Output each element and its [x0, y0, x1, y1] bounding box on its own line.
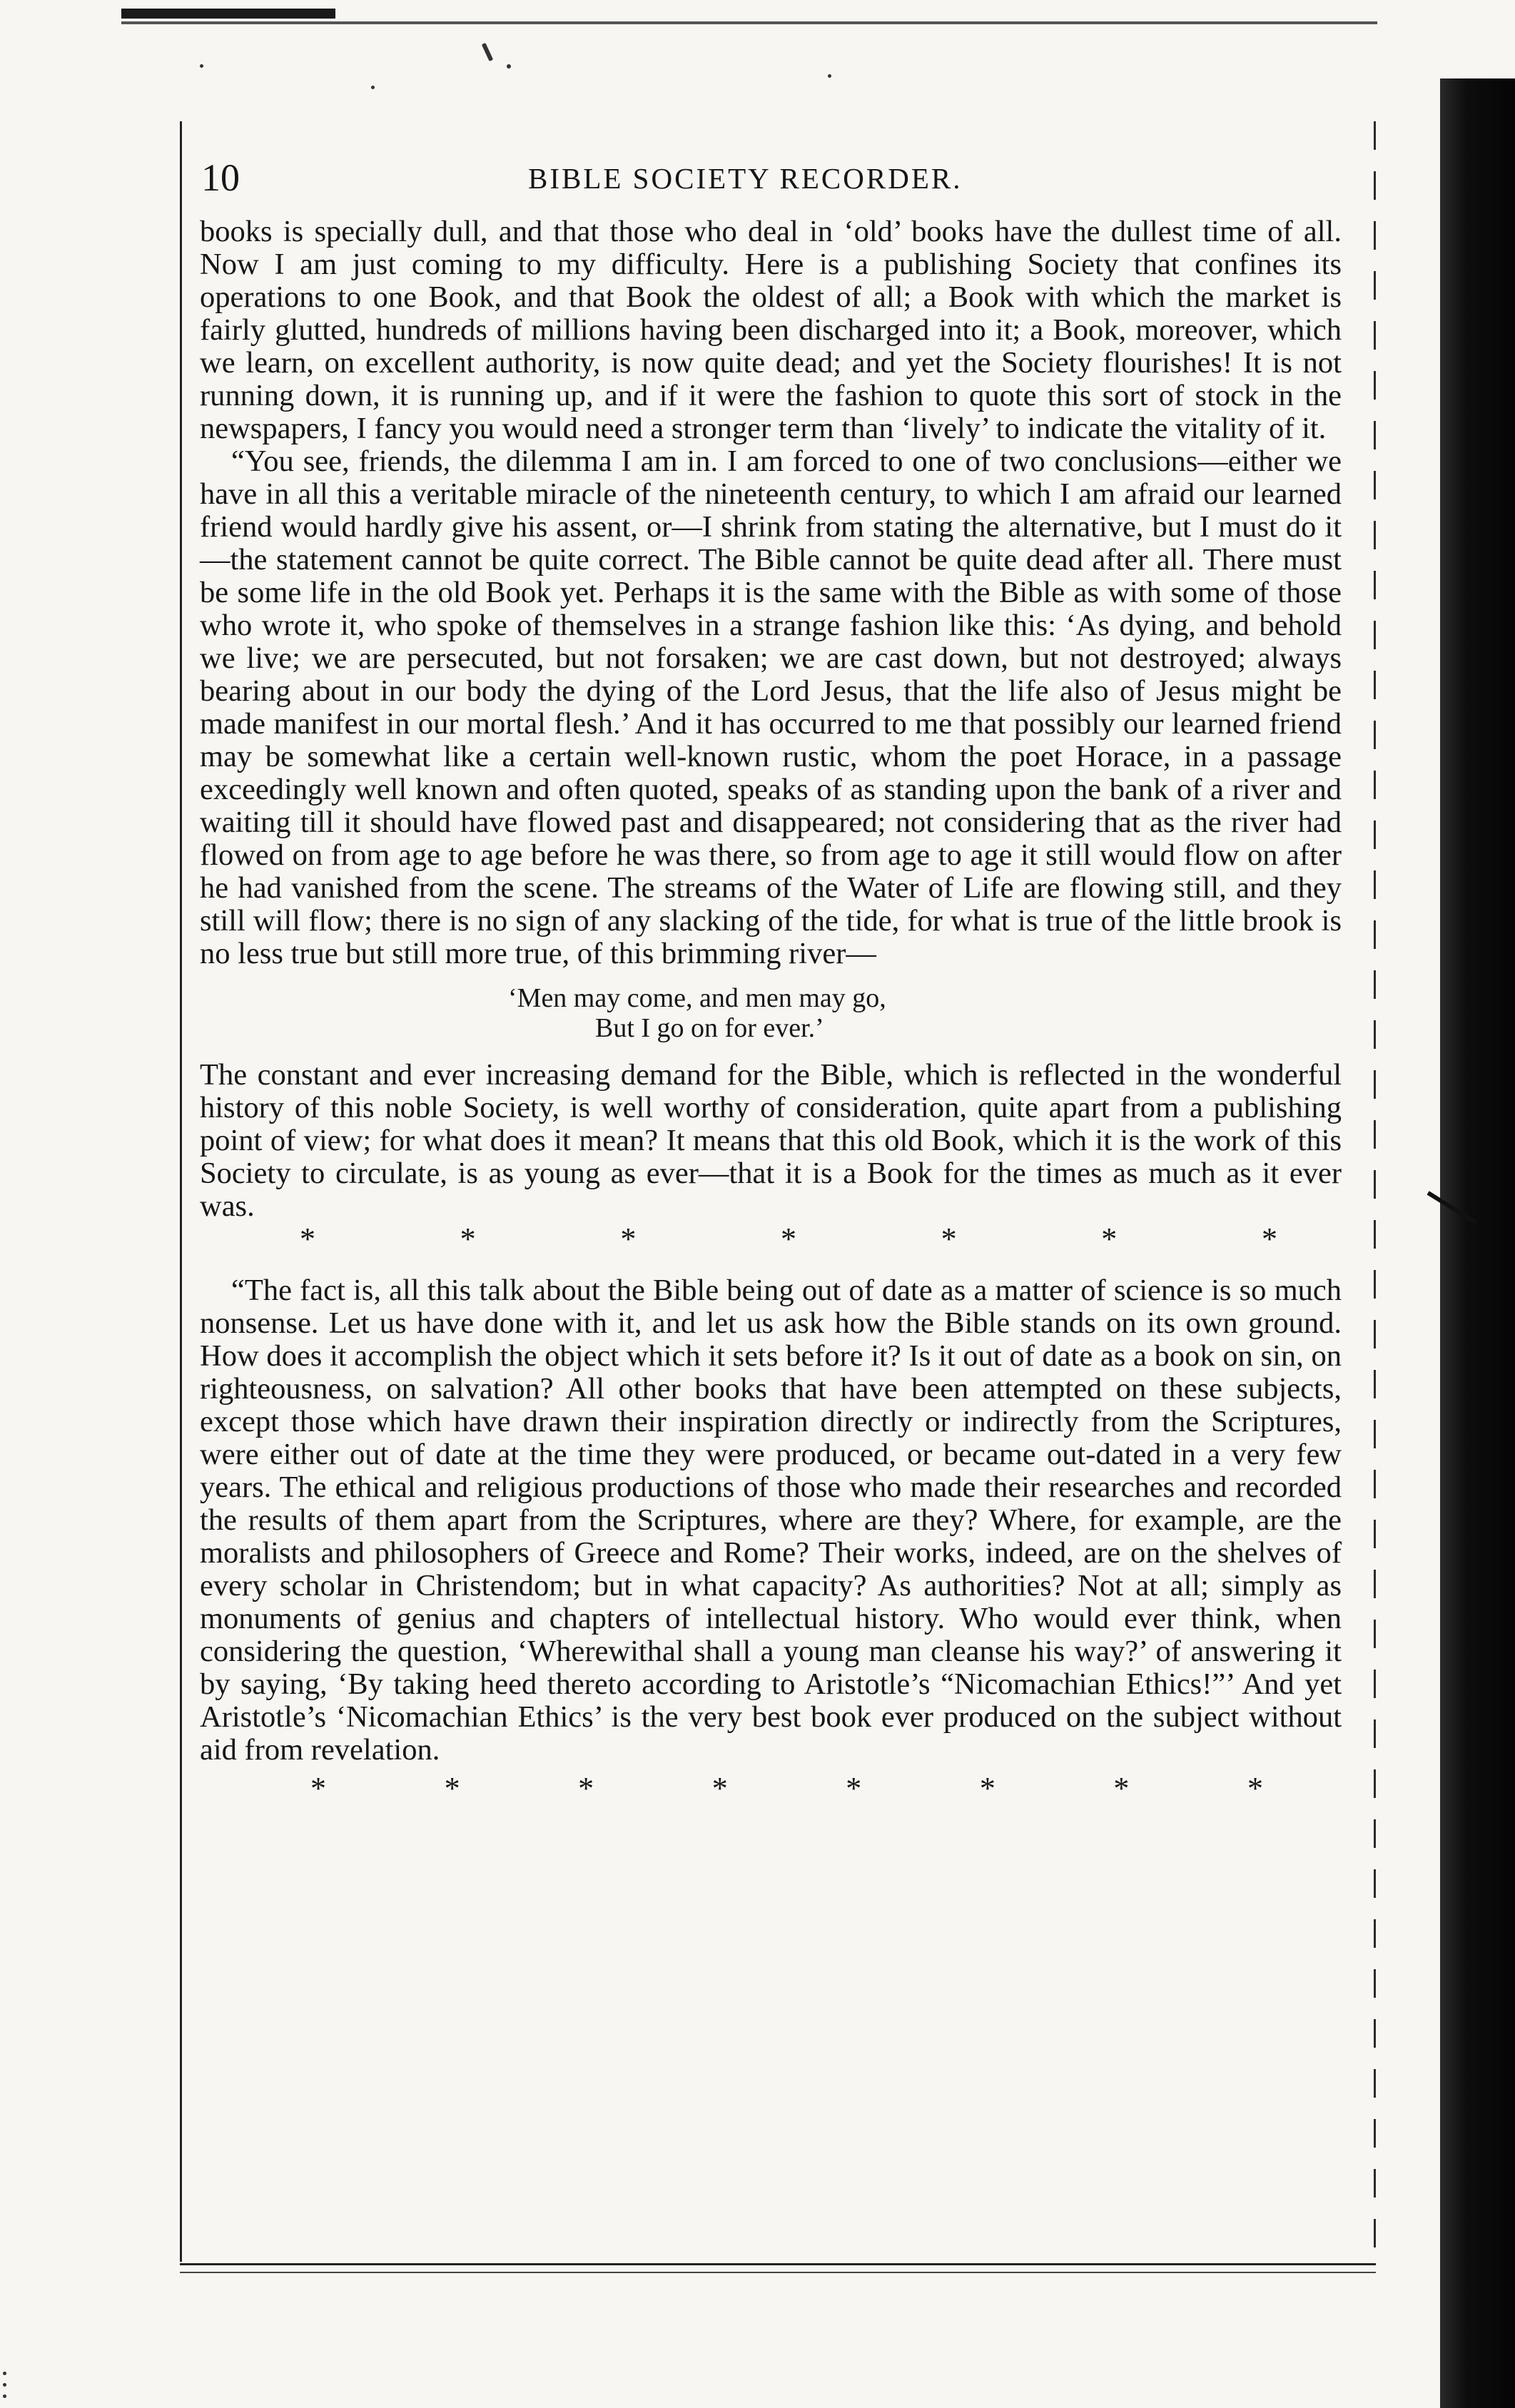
top-rule — [121, 9, 335, 19]
separator-star: * — [846, 1771, 862, 1806]
separator-star: * — [1113, 1771, 1130, 1806]
frame-bottom-rule-thin — [180, 2272, 1376, 2273]
separator-star: * — [711, 1771, 728, 1806]
paragraph: books is specially dull, and that those who deal in ‘old’ books have the dullest time of all. Now I am just coming to my difficulty. Here is a publishing Society that confines its operations to one Book, and that Book the oldest of all; a Book with which the market is fairly glutted, hundreds of millions having been discharged into it; a Book, moreover, which we learn, on excellent authority, is now quite dead; and yet the Society flourishes! It is not running down, it is running up, and if it were the fashion to quote this sort of stock in the newspapers, I fancy you would need a stronger term than ‘lively’ to indicate the vitality of it. — [200, 215, 1342, 445]
speck — [507, 64, 511, 68]
binding-shadow — [1440, 78, 1515, 2408]
page-number: 10 — [201, 156, 240, 199]
closing-separator — [200, 1772, 1342, 1808]
top-rule-thin — [121, 21, 1377, 24]
speck — [828, 74, 831, 78]
speck — [3, 2394, 6, 2398]
frame-bottom-rule — [180, 2263, 1376, 2265]
separator-star: * — [1247, 1771, 1263, 1806]
separator-star: * — [1101, 1221, 1118, 1256]
separator-star: * — [780, 1221, 796, 1256]
frame-right-rule — [1374, 121, 1376, 2262]
separator-star: * — [310, 1771, 326, 1806]
paper-specks — [214, 43, 928, 114]
running-head: BIBLE SOCIETY RECORDER. — [528, 162, 963, 195]
speck — [371, 86, 375, 89]
separator-star: * — [1261, 1221, 1277, 1256]
speck — [3, 2383, 6, 2387]
verse-quote — [200, 983, 1342, 1043]
verse-line: But I go on for ever.’ — [595, 1013, 824, 1043]
paragraph: “You see, friends, the dilemma I am in. I am forced to one of two conclusions—either we have in all this a veritable miracle of the nineteenth century, to which I am afraid our learned friend would hardly give his assent, or—I shrink from stating the alternative, but I must do it—the statement cannot be quite correct. The Bible cannot be quite dead after all. There must be some life in the old Book yet. Perhaps it is the same with the Bible as with some of those who wrote it, who spoke of themselves in a strange fashion like this: ‘As dying, and behold we live; we are persecuted, but not forsaken; we are cast down, but not destroyed; always bearing about in our body the dying of the Lord Jesus, that the life also of Jesus might be made manifest in our mortal flesh.’ And it has occurred to me that possibly our learned friend may be somewhat like a certain well-known rustic, whom the poet Horace, in a passage exceedingly well known and often quoted, speaks of as standing upon the bank of a river and waiting till it should have flowed past and disappeared; not considering that as the river had flowed on from age to age before he was there, so from age to age it still would flow on after he had vanished from the scene. The streams of the Water of Life are flowing still, and they still will flow; there is no sign of any slacking of the tide, for what is true of the little brook is no less true but still more true, of this brimming river— — [200, 444, 1342, 970]
verse-line: ‘Men may come, and men may go, — [508, 983, 886, 1013]
separator-star: * — [979, 1771, 995, 1806]
separator-star: * — [300, 1221, 315, 1256]
paragraph: “The fact is, all this talk about the Bible being out of date as a matter of science is so much nonsense. Let us have done with it, and let us ask how the Bible stands on its own ground. How does it accomplish the object which it sets before it? Is it out of date as a book on sin, on righteousness, on salvation? All other books that have been attempted on these subjects, except those which have drawn their inspiration directly or indirectly from the Scriptures, were either out of date at the time they were produced, or became out-dated in a very few years. The ethical and religious productions of those who made their researches and recorded the results of them apart from the Scriptures, where are they? Where, for example, are the moralists and philosophers of Greece and Rome? Their works, indeed, are on the shelves of every scholar in Christendom; but in what capacity? As authorities? Not at all; simply as monuments of genius and chapters of intellectual history. Who would ever think, when considering the question, ‘Wherewithal shall a young man cleanse his way?’ of answering it by saying, ‘By taking heed thereto according to Aristotle’s “Nicomachian Ethics!”’ And yet Aristotle’s ‘Nicomachian Ethics’ is the very best book ever produced on the subject without aid from revelation. — [200, 1274, 1342, 1767]
separator-star: * — [444, 1771, 460, 1806]
speck — [482, 43, 493, 61]
separator-star: * — [578, 1771, 594, 1806]
section-separator — [200, 1223, 1342, 1259]
article-body — [200, 215, 1342, 1824]
separator-star: * — [620, 1221, 637, 1256]
separator-star: * — [941, 1221, 957, 1256]
margin-specks — [0, 2369, 21, 2408]
separator-star: * — [460, 1221, 476, 1256]
speck — [200, 64, 203, 68]
paragraph: The constant and ever increasing demand for the Bible, which is reflected in the wonderful history of this noble Society, is well worthy of consideration, quite apart from a publishing point of view; for what does it mean? It means that this old Book, which it is the work of this Society to circulate, is as young as ever—that it is a Book for the times as much as it ever was. — [200, 1058, 1342, 1223]
frame-left-rule — [180, 121, 182, 2262]
speck — [3, 2372, 6, 2375]
